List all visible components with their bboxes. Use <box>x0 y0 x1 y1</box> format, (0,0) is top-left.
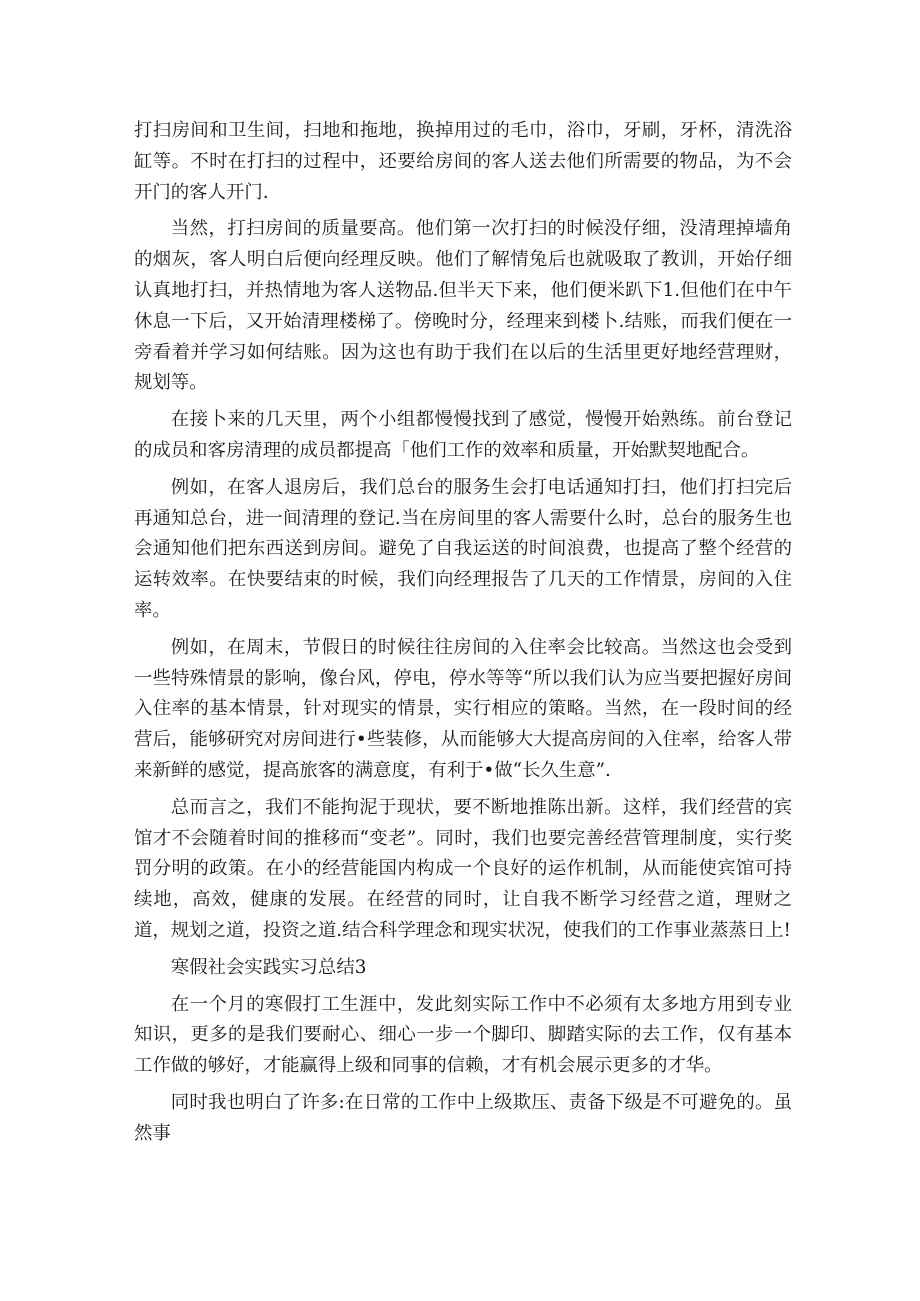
paragraph-8: 同时我也明白了许多:在日常的工作中上级欺压、责备下级是不可避免的。虽然事 <box>134 1091 792 1144</box>
paragraph-4: 例如，在客人退房后，我们总台的服务生会打电话通知打扫，他们打扫完后再通知总台，进一间清理的登记.当在房间里的客人需要什么时，总台的服务生也会通知他们把东西送到房间。避免了自我运送的时间浪费，也提高了整个经营的运转效率。在快要结束的时候，我们向经理报告了几天的工作情景，房间的入住率。 <box>134 476 792 621</box>
paragraph-6: 总而言之，我们不能拘泥于现状，要不断地推陈出新。这样，我们经营的宾馆才不会随着时间的推移而“变老”。同时，我们也要完善经营管理制度，实行奖罚分明的政策。在小的经营能国内构成一个良好的运作机制，从而能使宾馆可持续地，高效，健康的发展。在经营的同时，让自我不断学习经营之道，理财之道，规划之道，投资之道.结合科学理念和现实状况，使我们的工作事业蒸蒸日上! <box>134 796 792 941</box>
paragraph-1: 打扫房间和卫生间，扫地和拖地，换掉用过的毛巾，浴巾，牙刷，牙杯，清洗浴缸等。不时在打扫的过程中，还要给房间的客人送去他们所需要的物品，为不会开门的客人开门. <box>134 120 792 203</box>
document-body <box>134 116 792 1156</box>
section-title: 寒假社会实践实习总结3 <box>170 956 367 978</box>
paragraph-7: 在一个月的寒假打工生涯中，发此刻实际工作中不必须有太多地方用到专业知识，更多的是我们要耐心、细心一步一个脚印、脚踏实际的去工作，仅有基本工作做的够好，才能赢得上级和同事的信赖，才有机会展示更多的才华。 <box>134 993 792 1077</box>
paragraph-2: 当然，打扫房间的质量要高。他们第一次打扫的时候没仔细，没清理掉墙角的烟灰，客人明白后便向经理反映。他们了解情兔后也就吸取了教训，开始仔细认真地打扫，并热情地为客人送物品.但半天下来，他们便米趴下1.但他们在中午休息一下后，又开始清理楼梯了。傍晚时分，经理来到楼卜.结账，而我们便在一旁看着并学习如何结账。因为这也有助于我们在以后的生活里更好地经营理财，规划等。 <box>134 218 792 394</box>
paragraph-5: 例如，在周末，节假日的时候往往房间的入住率会比较高。当然这也会受到一些特殊情景的影响，像台风，停电，停水等等“所以我们认为应当要把握好房间入住率的基本情景，针对现实的情景，实行相应的策略。当然，在一段时间的经营后，能够研究对房间进行•些装修，从而能够大大提高房间的入住率，给客人带来新鲜的感觉，提高旅客的满意度，有利于•做“长久生意”. <box>134 636 792 781</box>
paragraph-3: 在接卜来的几天里，两个小组都慢慢找到了感觉，慢慢开始熟练。前台登记的成员和客房清理的成员都提高「他们工作的效率和质量，开始默契地配合。 <box>134 409 792 461</box>
